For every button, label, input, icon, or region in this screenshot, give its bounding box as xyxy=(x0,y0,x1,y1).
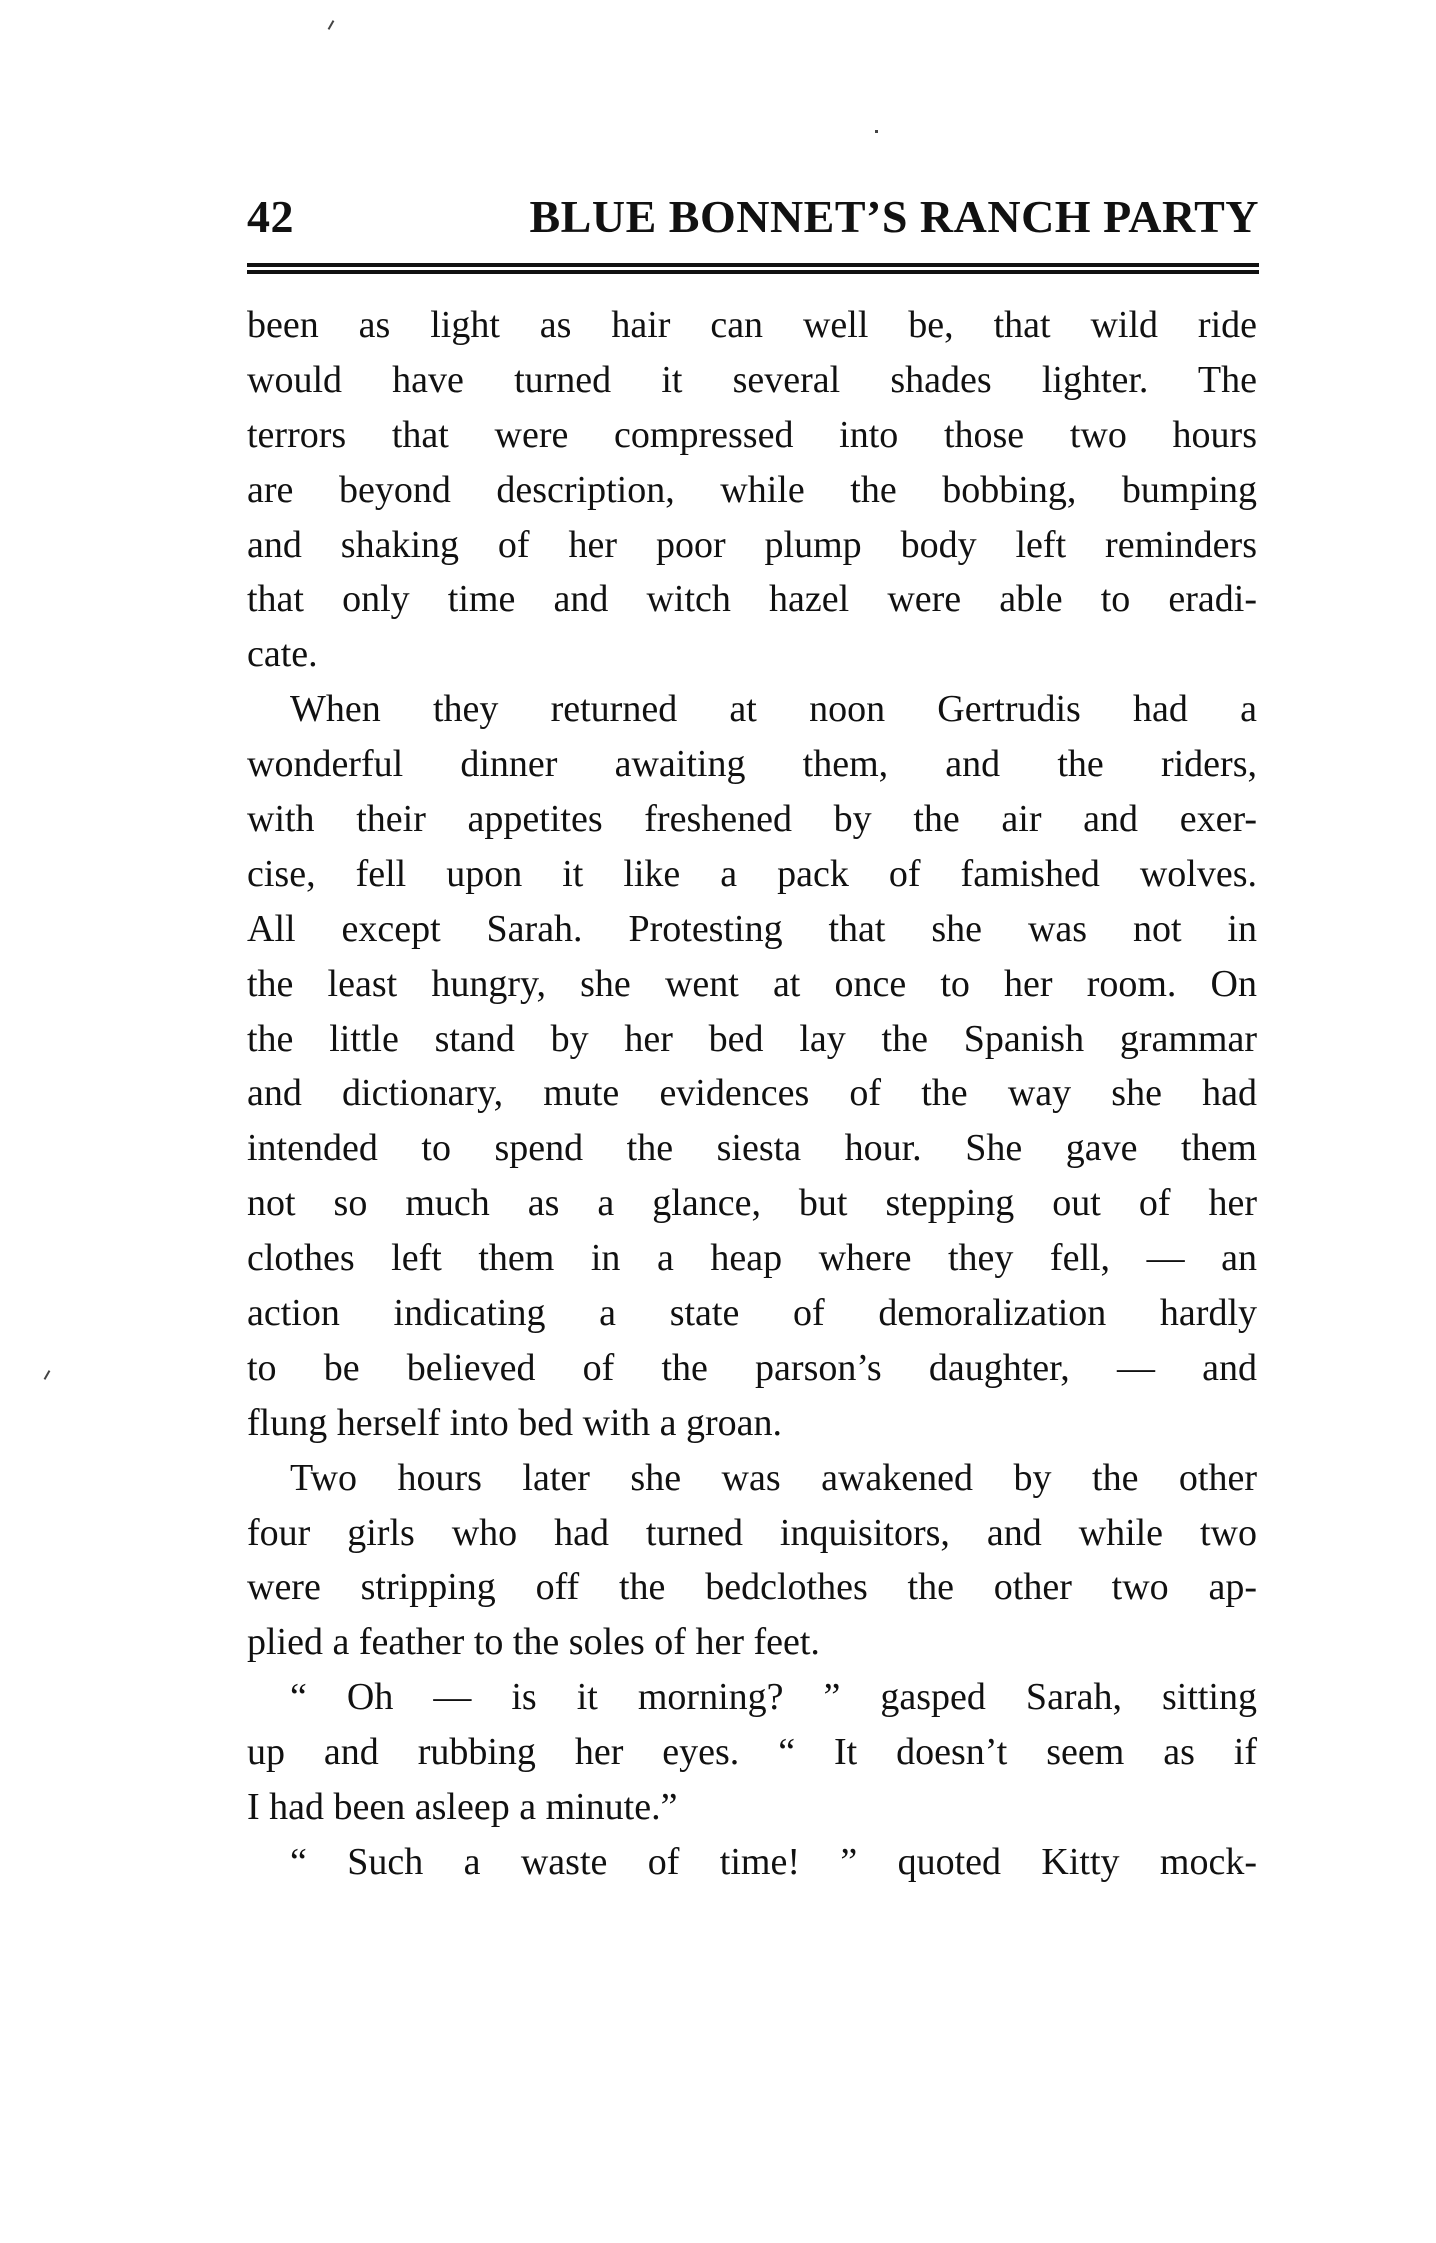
text-line: the least hungry, she went at once to her room. On xyxy=(247,962,1257,1005)
text-line: were stripping off the bedclothes the other two ap- xyxy=(247,1566,1257,1609)
header-rule-bottom xyxy=(247,270,1259,274)
text-line: flung herself into bed with a groan. xyxy=(247,1401,783,1444)
page-body-text xyxy=(247,298,1257,1890)
text-line: with their appetites freshened by the air and exer- xyxy=(247,798,1257,841)
text-line: Two hours later she was awakened by the other xyxy=(290,1456,1257,1499)
text-line: been as light as hair can well be, that wild ride xyxy=(247,304,1257,346)
running-header xyxy=(247,190,1259,242)
text-line: intended to spend the siesta hour. She gave them xyxy=(247,1127,1257,1170)
text-line: “ Such a waste of time! ” quoted Kitty mock- xyxy=(290,1840,1257,1883)
scan-speck xyxy=(328,20,335,30)
text-line: clothes left them in a heap where they fell, — an xyxy=(247,1237,1257,1280)
text-line: would have turned it several shades lighter. The xyxy=(247,358,1257,401)
text-line: When they returned at noon Gertrudis had a xyxy=(290,688,1257,731)
text-line: to be believed of the parson’s daughter, — and xyxy=(247,1346,1257,1389)
text-line: that only time and witch hazel were able to eradi- xyxy=(247,578,1257,621)
text-line: four girls who had turned inquisitors, and while two xyxy=(247,1511,1257,1554)
text-line: up and rubbing her eyes. “ It doesn’t seem as if xyxy=(247,1731,1257,1774)
text-line: wonderful dinner awaiting them, and the riders, xyxy=(247,743,1257,786)
text-line: the little stand by her bed lay the Spanish grammar xyxy=(247,1017,1257,1060)
text-line: “ Oh — is it morning? ” gasped Sarah, sitting xyxy=(290,1676,1257,1719)
scan-speck xyxy=(44,1370,51,1380)
scan-speck xyxy=(875,130,878,133)
text-line: I had been asleep a minute.” xyxy=(247,1786,678,1829)
text-line: cate. xyxy=(247,633,318,676)
text-line: not so much as a glance, but stepping out of her xyxy=(247,1182,1257,1225)
page-number: 42 xyxy=(247,191,294,242)
text-line: and dictionary, mute evidences of the way she had xyxy=(247,1072,1257,1115)
text-line: are beyond description, while the bobbing, bumping xyxy=(247,468,1257,511)
text-line: terrors that were compressed into those two hours xyxy=(247,413,1257,456)
running-title: BLUE BONNET’S RANCH PARTY xyxy=(529,191,1259,242)
text-line: action indicating a state of demoralization hardly xyxy=(247,1292,1257,1335)
text-line: All except Sarah. Protesting that she was not in xyxy=(247,907,1257,950)
header-rule-top xyxy=(247,263,1259,267)
text-line: cise, fell upon it like a pack of famished wolves. xyxy=(247,852,1257,895)
text-line: plied a feather to the soles of her feet. xyxy=(247,1621,820,1664)
text-line: and shaking of her poor plump body left reminders xyxy=(247,523,1257,566)
